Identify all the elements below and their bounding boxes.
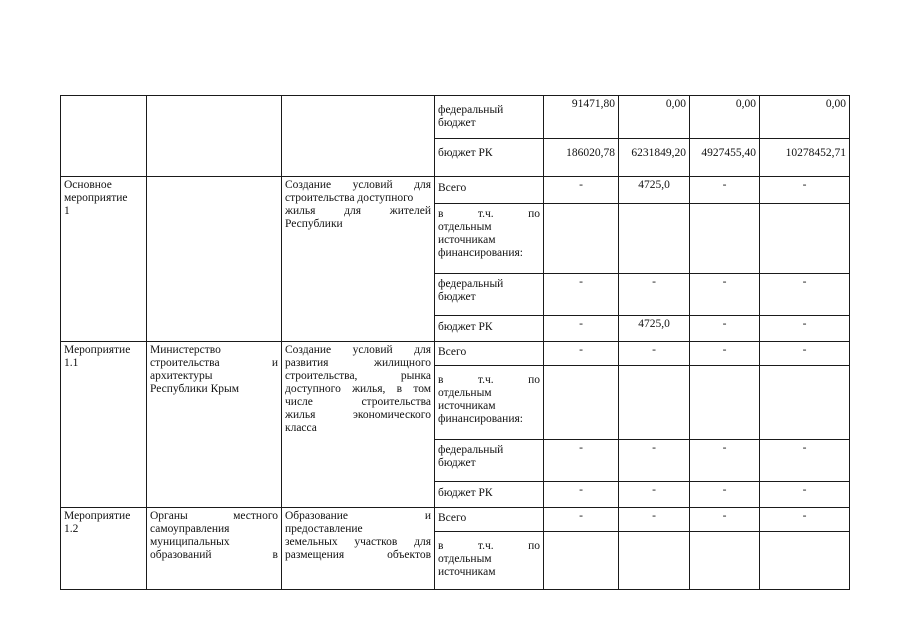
value-cell: 4927455,40 (690, 139, 760, 177)
value-cell (619, 366, 690, 440)
value-cell: - (690, 274, 760, 316)
goal-line: жилья для жителей (285, 205, 431, 217)
goal-line: класса (285, 422, 317, 434)
goal-cell (282, 342, 435, 508)
table-row (61, 177, 850, 204)
executor-line: Органы местного (150, 510, 278, 522)
source-cell (435, 274, 544, 316)
value-cell (544, 532, 619, 590)
source-cell (435, 96, 544, 139)
value-cell: - (760, 177, 850, 204)
value-cell: 0,00 (760, 96, 850, 139)
value-cell: 0,00 (619, 96, 690, 139)
value-cell: - (544, 440, 619, 482)
goal-line: числе строительства (285, 396, 431, 408)
source-line: федеральный (438, 278, 504, 290)
value-cell (690, 204, 760, 274)
value-cell: - (619, 482, 690, 508)
source-line: источникам (438, 400, 496, 412)
executor-cell-empty (147, 96, 282, 177)
source-cell (435, 139, 544, 177)
source-line: источникам (438, 234, 496, 246)
source-line: источникам (438, 566, 496, 578)
value-cell (760, 204, 850, 274)
source-cell (435, 366, 544, 440)
value-cell: - (760, 316, 850, 342)
source-label: Всего (438, 182, 467, 194)
source-line: финансирования: (438, 247, 523, 259)
value-cell: - (690, 342, 760, 366)
source-cell (435, 204, 544, 274)
value-cell: - (544, 342, 619, 366)
source-cell (435, 177, 544, 204)
executor-line: образований в (150, 549, 278, 561)
goal-line: предоставление (285, 523, 363, 535)
source-cell (435, 440, 544, 482)
executor-cell-empty (147, 177, 282, 342)
table-row (61, 508, 850, 532)
event-name-cell (61, 508, 147, 590)
goal-line: размещения объектов (285, 549, 431, 561)
source-line: финансирования: (438, 413, 523, 425)
executor-cell (147, 508, 282, 590)
executor-line: строительства и (150, 357, 278, 369)
value-cell (690, 366, 760, 440)
value-cell: - (690, 440, 760, 482)
event-name-line: мероприятие (64, 192, 128, 204)
source-cell (435, 532, 544, 590)
source-line: отдельным (438, 387, 492, 399)
value-cell (544, 366, 619, 440)
source-label: бюджет РК (438, 147, 493, 159)
event-cell-empty (61, 96, 147, 177)
source-line: федеральный (438, 444, 504, 456)
source-cell (435, 508, 544, 532)
value-cell: 0,00 (690, 96, 760, 139)
value-cell (544, 204, 619, 274)
value-cell: 10278452,71 (760, 139, 850, 177)
value-cell: - (690, 177, 760, 204)
goal-line: развития жилищного (285, 357, 431, 369)
source-line: в т.ч. по (438, 208, 540, 220)
value-cell (690, 532, 760, 590)
value-cell: - (760, 440, 850, 482)
source-line: в т.ч. по (438, 374, 540, 386)
value-cell (760, 532, 850, 590)
source-label: бюджет РК (438, 321, 493, 333)
event-name-cell (61, 177, 147, 342)
table-row (61, 96, 850, 139)
executor-cell (147, 342, 282, 508)
value-cell (619, 204, 690, 274)
table-row (61, 342, 850, 366)
source-line: отдельным (438, 553, 492, 565)
source-label: федеральный бюджет (438, 104, 504, 129)
source-label: Всего (438, 346, 467, 358)
goal-cell (282, 177, 435, 342)
value-cell: - (619, 274, 690, 316)
event-name-cell (61, 342, 147, 508)
goal-line: жилья экономического (285, 409, 431, 421)
event-name-line: Мероприятие (64, 510, 131, 522)
goal-cell (282, 508, 435, 590)
executor-line: муниципальных (150, 536, 230, 548)
value-cell: - (544, 482, 619, 508)
value-cell: - (760, 508, 850, 532)
source-cell (435, 482, 544, 508)
event-name-line: 1.2 (64, 523, 79, 535)
value-cell: 4725,0 (619, 316, 690, 342)
value-cell: - (544, 316, 619, 342)
goal-line: земельных участков для (285, 536, 431, 548)
event-name-line: 1.1 (64, 357, 79, 369)
budget-table (60, 95, 850, 590)
executor-line: самоуправления (150, 523, 230, 535)
executor-line: архитектуры (150, 370, 213, 382)
value-cell: - (544, 508, 619, 532)
value-cell: - (619, 342, 690, 366)
goal-line: Создание условий для (285, 344, 431, 356)
source-cell (435, 342, 544, 366)
event-name-line: Мероприятие (64, 344, 131, 356)
value-cell: - (690, 316, 760, 342)
value-cell (760, 366, 850, 440)
source-label: бюджет РК (438, 487, 493, 499)
source-cell (435, 316, 544, 342)
goal-line: строительства доступного (285, 192, 414, 204)
value-cell (619, 532, 690, 590)
goal-line: Создание условий для (285, 179, 431, 191)
goal-line: Образование и (285, 510, 431, 522)
value-cell: 186020,78 (544, 139, 619, 177)
goal-line: доступного жилья, в том (285, 383, 431, 395)
value-cell: - (760, 342, 850, 366)
source-line: бюджет (438, 291, 476, 303)
value-cell: - (544, 274, 619, 316)
value-cell: - (619, 440, 690, 482)
source-line: в т.ч. по (438, 540, 540, 552)
value-cell: 91471,80 (544, 96, 619, 139)
value-cell: - (544, 177, 619, 204)
goal-line: строительства, рынка (285, 370, 431, 382)
value-cell: 4725,0 (619, 177, 690, 204)
goal-cell-empty (282, 96, 435, 177)
value-cell: 6231849,20 (619, 139, 690, 177)
value-cell: - (760, 274, 850, 316)
source-line: бюджет (438, 457, 476, 469)
source-label: Всего (438, 512, 467, 524)
executor-line: Министерство (150, 344, 221, 356)
value-cell: - (690, 482, 760, 508)
value-cell: - (760, 482, 850, 508)
executor-line: Республики Крым (150, 383, 239, 395)
event-name-line: Основное (64, 179, 112, 191)
goal-line: Республики (285, 218, 343, 230)
source-line: отдельным (438, 221, 492, 233)
value-cell: - (619, 508, 690, 532)
event-name-line: 1 (64, 205, 70, 217)
value-cell: - (690, 508, 760, 532)
